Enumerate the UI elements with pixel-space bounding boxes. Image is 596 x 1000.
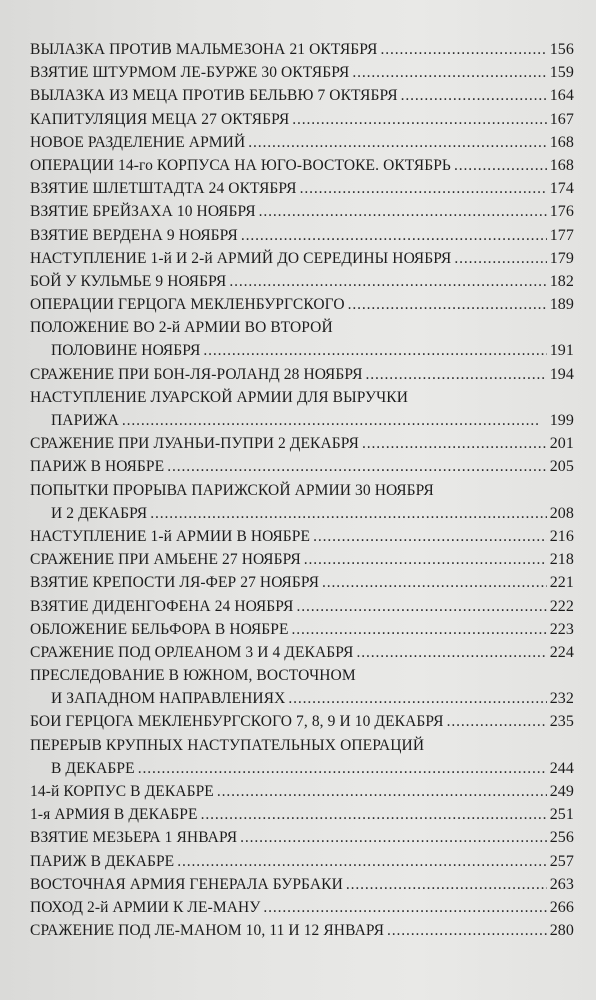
dot-leader [300, 177, 547, 200]
toc-entry-line [30, 896, 574, 919]
toc-entry [30, 826, 574, 849]
dot-leader [263, 896, 546, 919]
toc-page-number: 191 [549, 342, 574, 360]
toc-entry-title: ПОЛОВИНЕ НОЯБРЯ [51, 342, 201, 360]
dot-leader [447, 710, 547, 733]
dot-leader [362, 432, 547, 455]
dot-leader [167, 455, 547, 478]
toc-entry-line [30, 780, 574, 803]
toc-entry-title: В ДЕКАБРЕ [51, 759, 135, 777]
toc-entry-line [30, 734, 574, 757]
toc-entry [30, 84, 574, 107]
toc-page-number: 159 [549, 64, 574, 82]
toc-entry [30, 618, 574, 641]
toc-entry-line [30, 873, 574, 896]
toc-entry-title: ПОХОД 2-й АРМИИ К ЛЕ-МАНУ [30, 898, 261, 916]
toc-entry-title: ВЗЯТИЕ БРЕЙЗАХА 10 НОЯБРЯ [30, 203, 256, 221]
toc-entry-title: НАСТУПЛЕНИЕ 1-й И 2-й АРМИЙ ДО СЕРЕДИНЫ НОЯБРЯ [30, 249, 452, 267]
toc-entry-title: ОБЛОЖЕНИЕ БЕЛЬФОРА В НОЯБРЕ [30, 620, 289, 638]
dot-leader [304, 548, 547, 571]
toc-entry-title: НОВОЕ РАЗДЕЛЕНИЕ АРМИЙ [30, 133, 246, 151]
toc-entry-line [30, 826, 574, 849]
toc-entry-line [30, 641, 574, 664]
toc-entry-title: ПЕРЕРЫВ КРУПНЫХ НАСТУПАТЕЛЬНЫХ ОПЕРАЦИЙ [30, 736, 425, 754]
toc-entry-title: ВЗЯТИЕ ШТУРМОМ ЛЕ-БУРЖЕ 30 ОКТЯБРЯ [30, 64, 350, 82]
toc-entry-title: И ЗАПАДНОМ НАПРАВЛЕНИЯХ [51, 690, 286, 708]
toc-entry [30, 270, 574, 293]
dot-leader [288, 687, 546, 710]
toc-page-number: 224 [549, 643, 574, 661]
toc-entry-title: ПОПЫТКИ ПРОРЫВА ПАРИЖСКОЙ АРМИИ 30 НОЯБРЯ [30, 481, 434, 499]
toc-entry [30, 316, 574, 362]
table-of-contents [30, 38, 574, 942]
toc-entry-line [30, 200, 574, 223]
toc-entry-line [30, 154, 574, 177]
dot-leader [138, 757, 547, 780]
toc-entry-title: ПАРИЖ В НОЯБРЕ [30, 458, 165, 476]
toc-entry-title: СРАЖЕНИЕ ПРИ ЛУАНЬИ-ПУПРИ 2 ДЕКАБРЯ [30, 435, 359, 453]
toc-entry [30, 38, 574, 61]
dot-leader [201, 803, 547, 826]
toc-entry [30, 386, 574, 432]
toc-page-number: 174 [549, 180, 574, 198]
toc-entry [30, 154, 574, 177]
toc-entry [30, 61, 574, 84]
toc-page-number: 249 [549, 783, 574, 800]
toc-entry-title: И 2 ДЕКАБРЯ [51, 504, 148, 522]
toc-entry-title: ПОЛОЖЕНИЕ ВО 2-й АРМИИ ВО ВТОРОЙ [30, 319, 333, 337]
toc-page-number: 201 [549, 435, 574, 453]
toc-entry-title: ВЗЯТИЕ КРЕПОСТИ ЛЯ-ФЕР 27 НОЯБРЯ [30, 574, 320, 592]
toc-entry-title: ВЫЛАЗКА ИЗ МЕЦА ПРОТИВ БЕЛЬВЮ 7 ОКТЯБРЯ [30, 87, 398, 105]
toc-entry-continuation [30, 687, 574, 710]
toc-entry-continuation [30, 409, 574, 432]
toc-entry-line [30, 455, 574, 478]
toc-entry [30, 131, 574, 154]
toc-page-number: 199 [549, 412, 574, 429]
toc-entry-title: ВОСТОЧНАЯ АРМИЯ ГЕНЕРАЛА БУРБАКИ [30, 875, 343, 893]
toc-entry-title: ВЫЛАЗКА ПРОТИВ МАЛЬМЕЗОНА 21 ОКТЯБРЯ [30, 41, 378, 58]
toc-page-number: 168 [549, 156, 574, 174]
toc-entry-line [30, 386, 574, 409]
toc-page-number: 266 [549, 898, 574, 916]
toc-entry-title: СРАЖЕНИЕ ПРИ БОН-ЛЯ-РОЛАНД 28 НОЯБРЯ [30, 365, 363, 383]
toc-page-number: 177 [549, 226, 574, 244]
toc-page-number: 179 [549, 249, 574, 267]
toc-page-number: 167 [549, 110, 574, 128]
dot-leader [203, 339, 546, 362]
toc-entry-line [30, 293, 574, 316]
toc-entry [30, 595, 574, 618]
toc-page-number: 235 [549, 713, 574, 731]
toc-entry-line [30, 595, 574, 618]
toc-entry [30, 780, 574, 803]
toc-entry-line [30, 548, 574, 571]
toc-entry-title: ВЗЯТИЕ ВЕРДЕНА 9 НОЯБРЯ [30, 226, 238, 244]
toc-entry-line [30, 224, 574, 247]
dot-leader [352, 61, 546, 84]
toc-entry [30, 571, 574, 594]
dot-leader [346, 873, 547, 896]
toc-entry [30, 664, 574, 710]
toc-entry-line [30, 710, 574, 733]
toc-entry-title: ВЗЯТИЕ ШЛЕТШТАДТА 24 ОКТЯБРЯ [30, 180, 297, 198]
toc-entry [30, 200, 574, 223]
toc-entry [30, 177, 574, 200]
toc-entry-title: СРАЖЕНИЕ ПОД ОРЛЕАНОМ 3 И 4 ДЕКАБРЯ [30, 643, 354, 661]
toc-entry-title: ПРЕСЛЕДОВАНИЕ В ЮЖНОМ, ВОСТОЧНОМ [30, 667, 356, 685]
toc-page-number: 189 [549, 296, 574, 314]
toc-entry-continuation [30, 502, 574, 525]
toc-entry-continuation [30, 339, 574, 362]
toc-entry-title: НАСТУПЛЕНИЕ 1-й АРМИИ В НОЯБРЕ [30, 527, 311, 545]
dot-leader [248, 131, 546, 154]
dot-leader [366, 363, 547, 386]
toc-entry-title: ВЗЯТИЕ ДИДЕНГОФЕНА 24 НОЯБРЯ [30, 597, 294, 615]
toc-entry [30, 710, 574, 733]
toc-page-number: 223 [549, 620, 574, 638]
dot-leader [454, 247, 546, 270]
toc-entry [30, 525, 574, 548]
toc-page-number: 256 [549, 829, 574, 847]
dot-leader [401, 84, 547, 107]
toc-entry-line [30, 108, 574, 131]
toc-entry-title: НАСТУПЛЕНИЕ ЛУАРСКОЙ АРМИИ ДЛЯ ВЫРУЧКИ [30, 388, 409, 406]
dot-leader [150, 502, 546, 525]
toc-page-number: 280 [549, 922, 574, 940]
toc-page-number: 164 [549, 87, 574, 105]
toc-entry-title: 1-я АРМИЯ В ДЕКАБРЕ [30, 806, 198, 824]
dot-leader [292, 108, 546, 131]
toc-entry [30, 641, 574, 664]
dot-leader [380, 38, 546, 61]
toc-page-number: 218 [549, 551, 574, 569]
toc-page-number: 257 [549, 852, 574, 870]
toc-entry-line [30, 247, 574, 270]
toc-entry-line [30, 61, 574, 84]
toc-page-number: 205 [549, 458, 574, 476]
dot-leader [177, 850, 546, 873]
toc-entry-title: БОИ ГЕРЦОГА МЕКЛЕНБУРГСКОГО 7, 8, 9 И 10 ДЕКАБРЯ [30, 713, 444, 731]
toc-page-number: 232 [549, 690, 574, 708]
toc-entry [30, 363, 574, 386]
toc-entry [30, 108, 574, 131]
toc-entry-title: 14-й КОРПУС В ДЕКАБРЕ [30, 783, 214, 800]
dot-leader [296, 595, 546, 618]
toc-page-number: 194 [549, 365, 574, 383]
toc-page-number: 222 [549, 597, 574, 615]
dot-leader [259, 200, 547, 223]
toc-page-number: 221 [549, 574, 574, 592]
toc-entry-line [30, 131, 574, 154]
toc-entry-title: СРАЖЕНИЕ ПРИ АМЬЕНЕ 27 НОЯБРЯ [30, 551, 301, 569]
toc-page-number: 168 [549, 133, 574, 151]
toc-entry-title: СРАЖЕНИЕ ПОД ЛЕ-МАНОМ 10, 11 И 12 ЯНВАРЯ [30, 922, 385, 940]
toc-entry-line [30, 571, 574, 594]
dot-leader [356, 641, 546, 664]
toc-entry-title: ОПЕРАЦИИ 14-го КОРПУСА НА ЮГО-ВОСТОКЕ. ОКТЯБРЬ [30, 156, 451, 174]
toc-entry [30, 224, 574, 247]
toc-page-number: 244 [549, 759, 574, 777]
toc-entry-line [30, 38, 574, 61]
toc-entry [30, 247, 574, 270]
dot-leader [322, 571, 547, 594]
toc-entry [30, 455, 574, 478]
toc-entry [30, 734, 574, 780]
toc-entry-line [30, 270, 574, 293]
dot-leader [387, 919, 547, 942]
toc-page-number: 263 [549, 875, 574, 893]
dot-leader [122, 409, 547, 432]
dot-leader [240, 826, 547, 849]
toc-entry-continuation [30, 757, 574, 780]
toc-entry-title: ПАРИЖА [51, 412, 119, 429]
toc-entry-title: ОПЕРАЦИИ ГЕРЦОГА МЕКЛЕНБУРГСКОГО [30, 296, 345, 314]
toc-page-number: 176 [549, 203, 574, 221]
toc-page-number: 156 [549, 41, 574, 58]
toc-entry-line [30, 479, 574, 502]
toc-entry-line [30, 803, 574, 826]
toc-entry-line [30, 177, 574, 200]
toc-page-number: 216 [549, 527, 574, 545]
dot-leader [217, 780, 547, 803]
toc-entry-line [30, 664, 574, 687]
toc-entry-line [30, 84, 574, 107]
toc-entry-line [30, 525, 574, 548]
dot-leader [292, 618, 547, 641]
toc-entry [30, 432, 574, 455]
toc-page-number: 208 [549, 504, 574, 522]
toc-entry-line [30, 316, 574, 339]
toc-entry [30, 293, 574, 316]
toc-entry-title: БОЙ У КУЛЬМЬЕ 9 НОЯБРЯ [30, 272, 227, 290]
toc-entry-title: КАПИТУЛЯЦИЯ МЕЦА 27 ОКТЯБРЯ [30, 110, 290, 128]
toc-page-number: 182 [549, 272, 574, 290]
toc-entry-line [30, 432, 574, 455]
toc-page-number: 251 [549, 806, 574, 824]
dot-leader [313, 525, 547, 548]
dot-leader [454, 154, 547, 177]
toc-entry-line [30, 363, 574, 386]
toc-entry [30, 850, 574, 873]
toc-entry [30, 873, 574, 896]
toc-entry [30, 919, 574, 942]
toc-entry-line [30, 618, 574, 641]
dot-leader [229, 270, 546, 293]
toc-entry [30, 803, 574, 826]
toc-entry-line [30, 850, 574, 873]
toc-entry-title: ПАРИЖ В ДЕКАБРЕ [30, 852, 175, 870]
toc-entry-title: ВЗЯТИЕ МЕЗЬЕРА 1 ЯНВАРЯ [30, 829, 238, 847]
toc-entry [30, 896, 574, 919]
dot-leader [241, 224, 547, 247]
dot-leader [348, 293, 547, 316]
toc-entry-line [30, 919, 574, 942]
toc-entry [30, 548, 574, 571]
toc-entry [30, 479, 574, 525]
